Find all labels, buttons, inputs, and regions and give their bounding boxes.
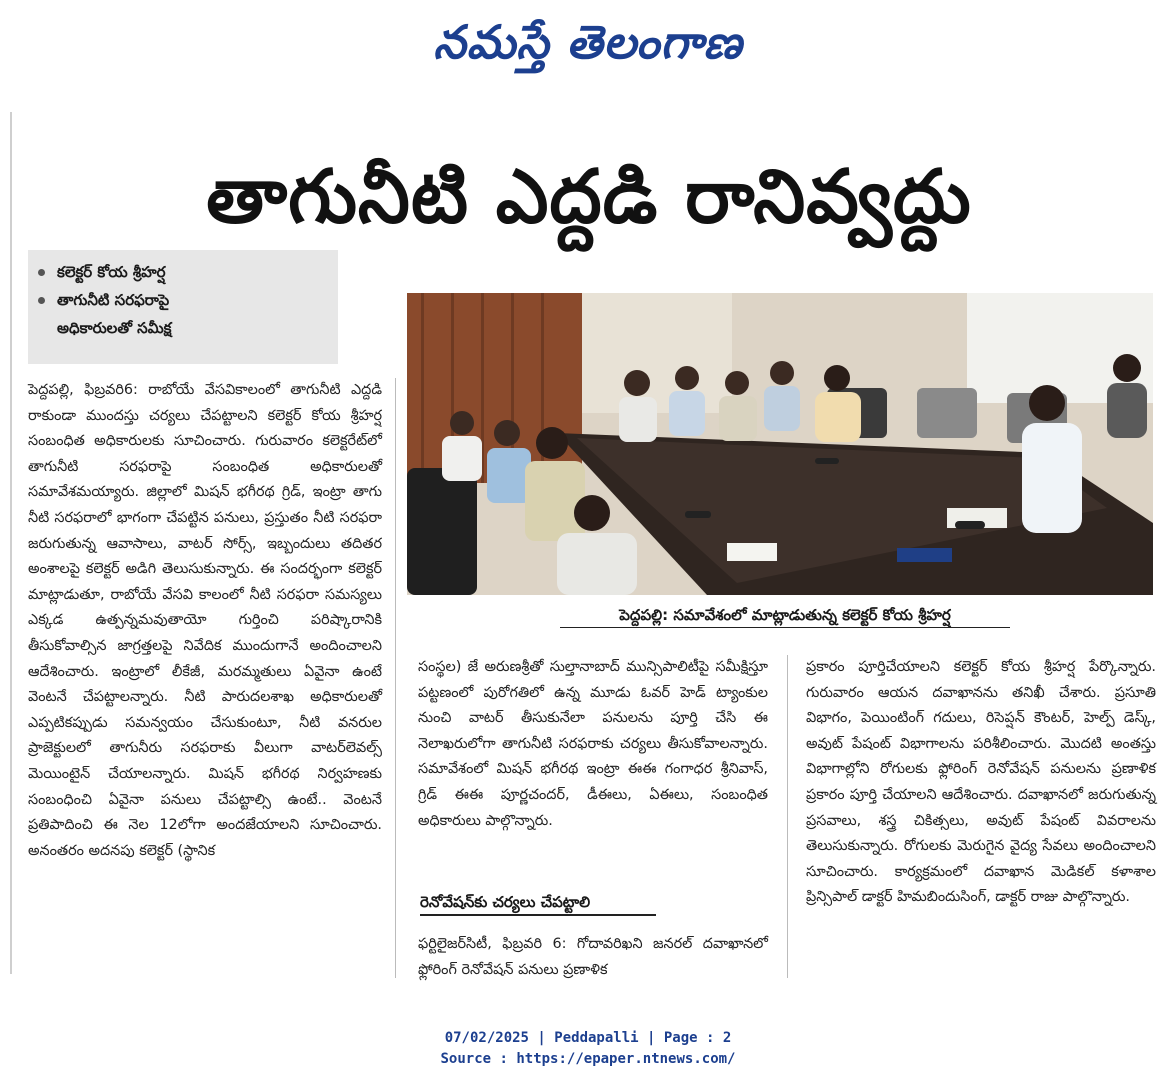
paragraph: సంస్థల) జే అరుణశ్రీతో సుల్తానాబాద్ మున్సిపాలిటీపై సమీక్షిస్తూ పట్టణంలో పురోగతిలో ఉన్న మూడు ఓవర్ హెడ్ ట్యాంకుల నుంచి వాటర్ తీసుకునేలా పనులను పూర్తి చేసి ఈ నెలాఖరులోగా తాగునీటి సరఫరాకు చర్యలు తీసుకోవాలన్నారు. సమావేశంలో మిషన్ భగీరథ ఇంట్రా ఈఈ గంగాధర శ్రీనివాస్, గ్రిడ్ ఈఈ పూర్ణచందర్, డీఈలు, ఏఈలు, సంబంధిత అధికారులు పాల్గొన్నారు. — [418, 659, 768, 829]
article-headline: తాగునీటి ఎద్దడి రానివ్వద్దు — [206, 154, 972, 240]
sub-headline: రెనోవేషన్‌కు చర్యలు చేపట్టాలి — [420, 888, 656, 916]
highlight-item: కలెక్టర్ కోయ శ్రీహర్ష — [38, 258, 328, 286]
column-divider — [395, 378, 396, 978]
highlight-item: తాగునీటి సరఫరాపై — [38, 286, 328, 314]
newspaper-logo: నమస్తే తెలంగాణ — [433, 15, 743, 69]
footer — [0, 1028, 1176, 1070]
column-divider — [787, 655, 788, 978]
paragraph: పెద్దపల్లి, ఫిబ్రవరి6: రాబోయే వేసవికాలంలో తాగునీటి ఎద్దడి రాకుండా ముందస్తు చర్యలు చేపట్టాలని కలెక్టర్ కోయ శ్రీహర్ష సంబంధిత అధికారులకు సూచించారు. గురువారం కలెక్టరేట్‌లో తాగునీటి సరఫరాపై సంబంధిత అధికారులతో సమావేశమయ్యారు. జిల్లాలో మిషన్ భగీరథ గ్రిడ్, ఇంట్రా తాగు నీటి సరఫరాలో భాగంగా చేపట్టిన పనులు, ప్రస్తుతం నీటి సరఫరా జరుగుతున్న ఆవాసాలు, వాటర్ సోర్స్, ఇబ్బందులు తదితర అంశాలపై కలెక్టర్ అడిగి తెలుసుకున్నారు. ఈ సందర్భంగా కలెక్టర్ మాట్లాడుతూ, రాబోయే వేసవి కాలంలో నీటి సరఫరా సమస్యలు ఎక్కడ ఉత్పన్నమవుతాయో గుర్తించి పరిష్కారానికి తీసుకోవాల్సిన జాగ్రత్తలపై నివేదిక ముందుగానే అందించాలని ఆదేశించారు. ఇంట్రాలో లీకేజీ, మరమ్మతులు ఏవైనా ఉంటే వెంటనే చేపట్టాలన్నారు. నీటి పారుదలశాఖ అధికారులతో ఎప్పటికప్పుడు సమన్వయం చేసుకుంటూ, నీటి వనరుల ప్రాజెక్టులలో తాగునీరు సరఫరాకు వీలుగా వాటర్‌లెవల్స్ మెయింటైన్ చేయాలన్నారు. మిషన్ భగీరథ నిర్వహణకు సంబంధించి ఏవైనా పనులు చేపట్టాల్సి ఉంటే.. వెంటనే ప్రతిపాదించి ఈ నెల 12లోగా అందజేయాలని సూచించారు. అనంతరం అదనపు కలెక్టర్ (స్థానిక — [28, 382, 382, 859]
source-link[interactable]: Source : https://epaper.ntnews.com/ — [440, 1051, 736, 1067]
highlight-item: అధికారులతో సమీక్ష — [57, 319, 172, 337]
article-column-1 — [28, 378, 382, 864]
edition-info: 07/02/2025 | Peddapalli | Page : 2 — [444, 1030, 732, 1046]
bullet-icon — [38, 269, 45, 276]
bullet-icon — [38, 297, 45, 304]
photo-caption: పెద్దపల్లి: సమావేశంలో మాట్లాడుతున్న కలెక్టర్ కోయ శ్రీహర్ష — [560, 602, 1010, 628]
masthead — [0, 6, 1176, 78]
meeting-photo — [407, 293, 1153, 595]
article-column-3 — [806, 655, 1156, 911]
paragraph: ఫర్టిలైజర్‌సిటీ, ఫిబ్రవరి 6: గోదావరిఖని జనరల్ దవాఖానలో ఫ్లోరింగ్ రెనోవేషన్ పనులు ప్రణాళిక — [418, 936, 768, 978]
article-column-2 — [418, 655, 768, 834]
article-column-2-continued — [418, 932, 768, 983]
paragraph: ప్రకారం పూర్తిచేయాలని కలెక్టర్ కోయ శ్రీహర్ష పేర్కొన్నారు. గురువారం ఆయన దవాఖానను తనిఖీ చేశారు. ప్రసూతి విభాగం, పెయింటింగ్ గదులు, రిసెప్షన్ కౌంటర్, హెల్ప్ డెస్క్, అవుట్ పేషంట్ విభాగాలను పరిశీలించారు. మొదటి అంతస్తు విభాగాల్లోని రోగులకు ఫ్లోరింగ్ రెనోవేషన్ పనులను ప్రణాళిక ప్రకారం పూర్తి చేయాలని ఆదేశించారు. దవాఖానలో జరుగుతున్న ప్రసవాలు, శస్త్ర చికిత్సలు, అవుట్ పేషంట్ వివరాలను తెలుసుకున్నారు. రోగులకు మెరుగైన వైద్య సేవలు అందించాలని సూచించారు. కార్యక్రమంలో దవాఖాన మెడికల్ కళాశాల ప్రిన్సిపాల్ డాక్టర్ హిమబిందుసింగ్, డాక్టర్ రాజు పాల్గొన్నారు. — [806, 659, 1156, 906]
highlights-box — [28, 250, 338, 364]
left-margin-rule — [10, 112, 12, 974]
